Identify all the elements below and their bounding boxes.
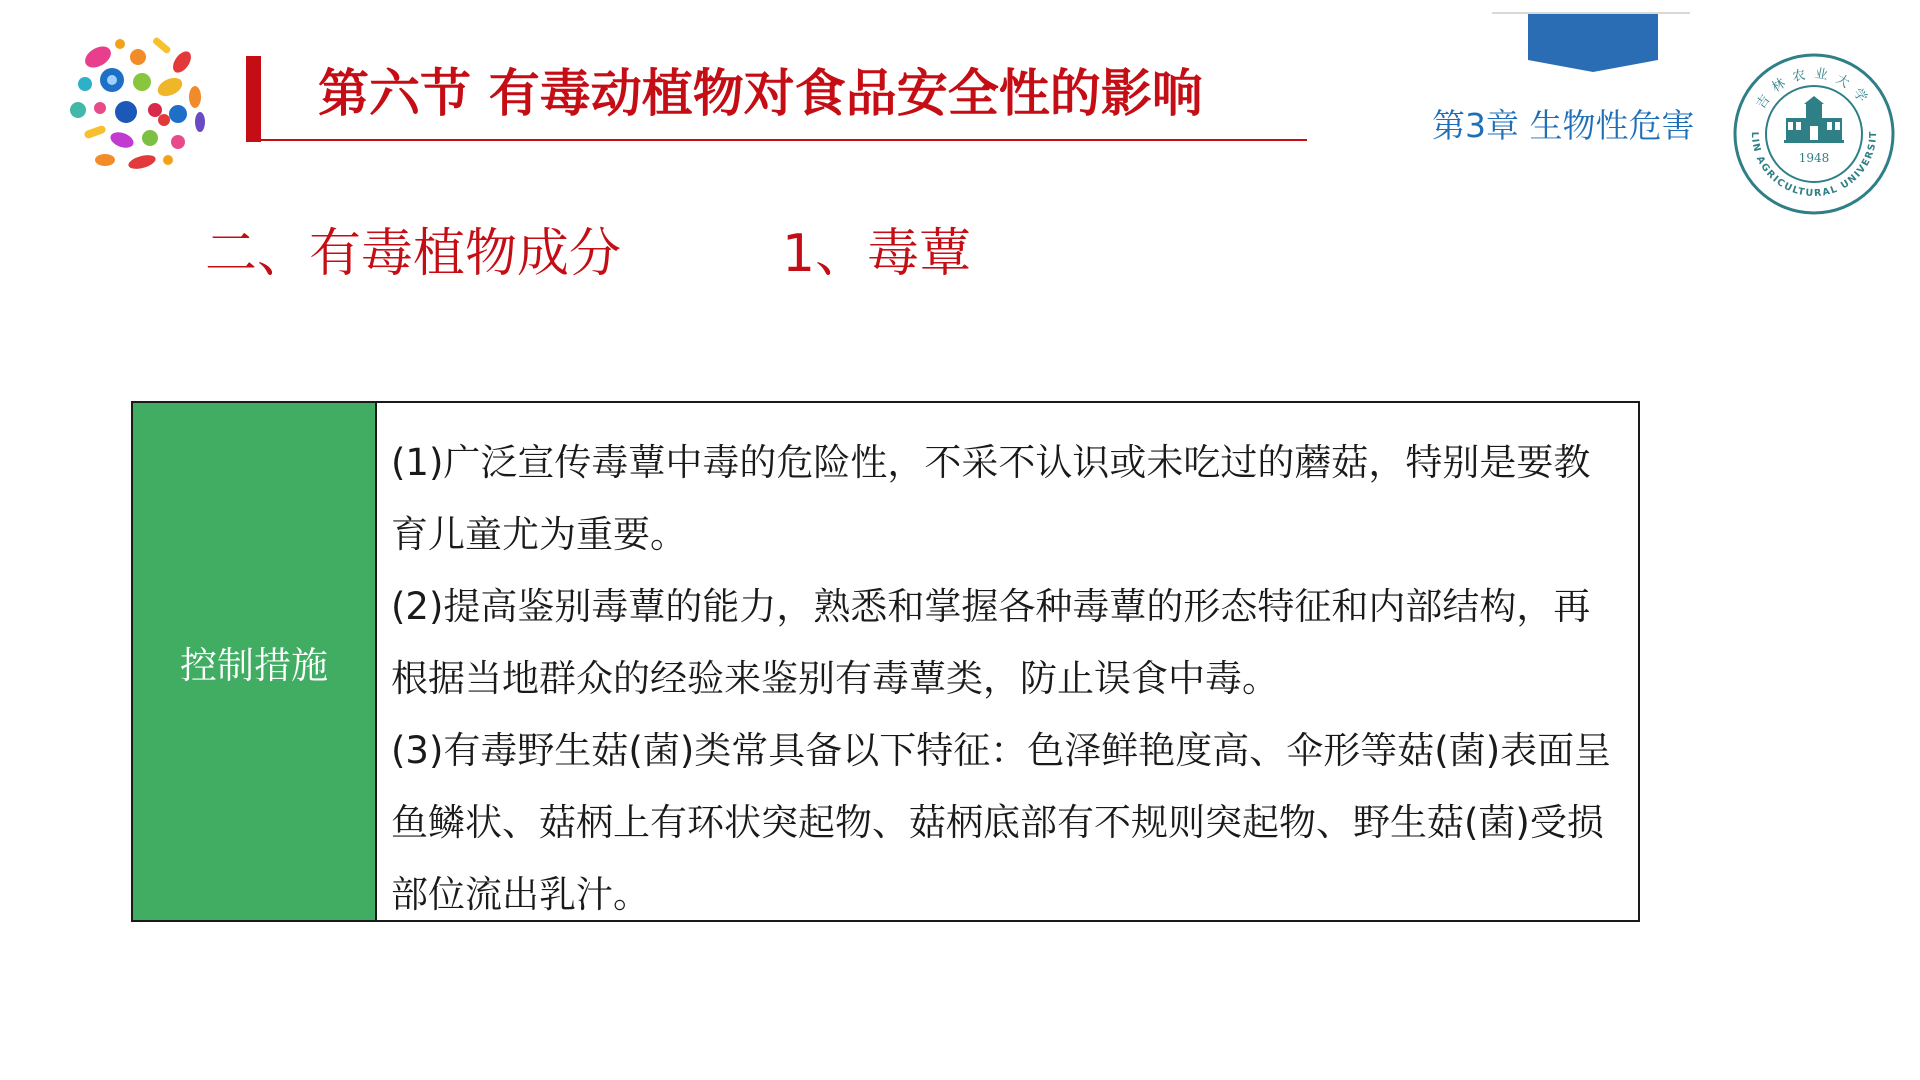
measure-paragraph-1: (1)广泛宣传毒蕈中毒的危险性，不采不认识或未吃过的蘑菇，特别是要教育儿童尤为重要。: [391, 441, 1591, 556]
title-accent-bar: [246, 56, 261, 142]
microbe-cluster-icon: [60, 22, 210, 172]
control-measures-table: [131, 401, 1640, 922]
measure-paragraph-2: (2)提高鉴别毒蕈的能力，熟悉和掌握各种毒蕈的形态特征和内部结构，再根据当地群众的经验来鉴别有毒蕈类，防止误食中毒。: [391, 585, 1591, 700]
chapter-label: 第3章 生物性危害: [1432, 106, 1695, 145]
title-underline: [261, 139, 1307, 141]
seal-year: 1948: [1798, 151, 1830, 165]
item-heading: 1、毒蕈: [782, 224, 972, 284]
seal-bottom-text: LIN AGRICULTURAL UNIVERSIT: [1748, 130, 1880, 200]
seal-top-text: 吉林农业大学: [1753, 66, 1875, 112]
university-seal-logo: [1732, 52, 1896, 216]
section-heading: 二、有毒植物成分: [205, 224, 622, 284]
table-label-cell: [133, 403, 377, 920]
table-content-cell: [377, 403, 1638, 920]
page-title: 第六节 有毒动植物对食品安全性的影响: [318, 65, 1203, 124]
measure-paragraph-3: (3)有毒野生菇(菌)类常具备以下特征：色泽鲜艳度高、伞形等菇(菌)表面呈鱼鳞状、菇柄上有环状突起物、菇柄底部有不规则突起物、野生菇(菌)受损部位流出乳汁。: [391, 729, 1612, 916]
bookmark-banner-icon: [1528, 14, 1658, 73]
table-label: 控制措施: [180, 643, 328, 687]
